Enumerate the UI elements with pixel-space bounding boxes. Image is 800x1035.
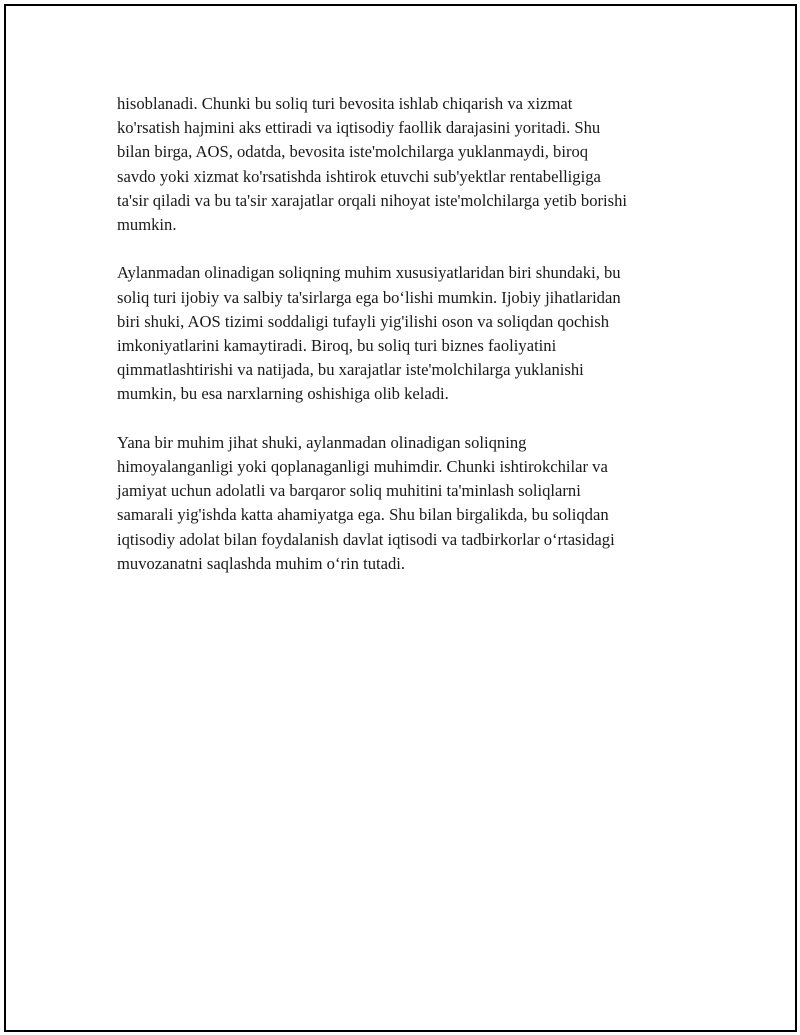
text-line: Yana bir muhim jihat shuki, aylanmadan olinadigan soliqning bbox=[117, 432, 527, 452]
text-line: hisoblanadi. Chunki bu soliq turi bevosita ishlab chiqarish va xizmat bbox=[117, 94, 573, 113]
paragraph-1 bbox=[117, 92, 707, 237]
text-line: mumkin, bu esa narxlarning oshishiga olib keladi. bbox=[117, 384, 449, 404]
text-line: jamiyat uchun adolatli va barqaror soliq muhitini ta'minlash soliqlarni bbox=[117, 481, 581, 501]
text-line: qimmatlashtirishi va natijada, bu xarajatlar iste'molchilarga yuklanishi bbox=[117, 360, 584, 380]
text-line: iqtisodiy adolat bilan foydalanish davlat iqtisodi va tadbirkorlar o‘rtasidagi bbox=[117, 529, 615, 549]
text-line: samarali yig'ishda katta ahamiyatga ega. Shu bilan birgalikda, bu soliqdan bbox=[117, 505, 609, 525]
text-line: imkoniyatlarini kamaytiradi. Biroq, bu soliq turi biznes faoliyatini bbox=[117, 336, 557, 356]
text-line: ta'sir qiladi va bu ta'sir xarajatlar orqali nihoyat iste'molchilarga yetib borishi bbox=[117, 190, 628, 210]
text-line: himoyalanganligi yoki qoplanaganligi muhimdir. Chunki ishtirokchilar va bbox=[117, 457, 608, 477]
paragraph-3 bbox=[117, 431, 707, 576]
text-line: soliq turi ijobiy va salbiy ta'sirlarga ega bo‘lishi mumkin. Ijobiy jihatlaridan bbox=[117, 287, 621, 307]
text-line: ko'rsatish hajmini aks ettiradi va iqtisodiy faollik darajasini yoritadi. Shu bbox=[117, 118, 601, 138]
text-line: biri shuki, AOS tizimi soddaligi tufayli yig'ilishi oson va soliqdan qochish bbox=[117, 311, 610, 331]
text-line: bilan birga, AOS, odatda, bevosita iste'molchilarga yuklanmaydi, biroq bbox=[117, 142, 589, 162]
text-line: mumkin. bbox=[117, 215, 177, 235]
paragraph-2 bbox=[117, 261, 707, 406]
text-line: Aylanmadan olinadigan soliqning muhim xususiyatlaridan biri shundaki, bu bbox=[117, 263, 621, 283]
text-line: muvozanatni saqlashda muhim o‘rin tutadi. bbox=[117, 553, 406, 573]
text-line: savdo yoki xizmat ko'rsatishda ishtirok etuvchi sub'yektlar rentabelligiga bbox=[117, 166, 601, 186]
document-body bbox=[117, 92, 707, 600]
